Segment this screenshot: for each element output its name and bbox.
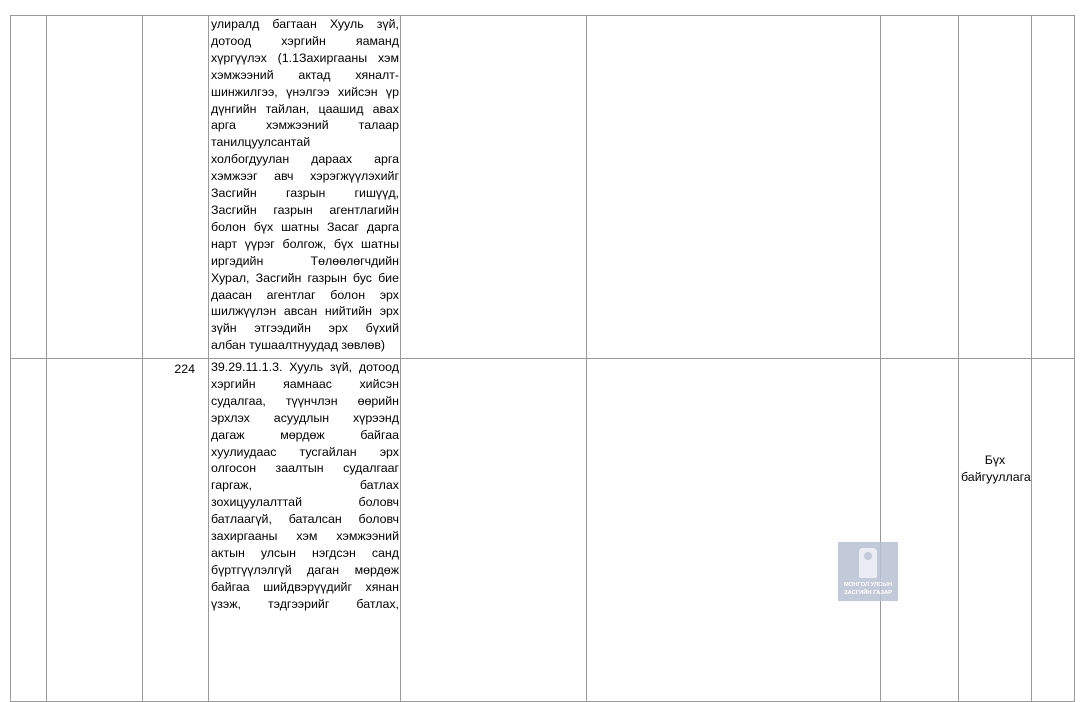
soyombo-emblem-icon (859, 548, 877, 578)
text-line: судалгаа, түүнчлэн өөрийн (211, 393, 399, 408)
measure-text-cell (209, 359, 401, 702)
responsible-cell: Бүх байгууллага (959, 359, 1032, 702)
text-line: үзэж, тэдгээрийг батлах, (211, 596, 399, 611)
col-1-cell (11, 16, 47, 359)
text-line: хэмжээний актад хяналт- (211, 67, 399, 82)
text-line: нарт үүрэг болгож, бүх шатны (211, 236, 399, 251)
text-line: иргэдийн Төлөөлөгчдийн (211, 253, 399, 268)
col-2-cell (47, 16, 143, 359)
col-9-cell (1032, 359, 1075, 702)
text-line: болон бүх шатны Засаг дарга (211, 219, 399, 234)
responsible-cell (959, 16, 1032, 359)
text-line: Засгийн газрын гишүүд, (211, 186, 399, 201)
text-line: захиргааны хэм хэмжээний (211, 529, 399, 544)
col-6-cell (587, 359, 881, 702)
text-line: батлаагүй, баталсан боловч (211, 512, 399, 527)
text-line: 39.29.11.1.3. Хууль зүй, дотоод (211, 360, 399, 374)
text-line: актын улсын нэгдсэн санд (211, 545, 399, 560)
col-5-cell (401, 359, 587, 702)
government-watermark-logo (838, 542, 898, 601)
col-7-cell (881, 359, 959, 702)
text-line: бүртгүүлэлгүй даган мөрдөж (211, 562, 399, 577)
text-line: шинжилгээ, үнэлгээ хийсэн үр (211, 84, 399, 99)
text-line: олгосон заалтын судалгааг (211, 461, 399, 476)
table-row (11, 359, 1075, 702)
text-line: холбогдуулан дараах арга (211, 152, 399, 167)
document-table (10, 15, 1075, 702)
measure-text-cell (209, 16, 401, 359)
text-line: Засгийн газрын агентлагийн (211, 202, 399, 217)
text-line: хуулиудаас тусгайлан эрх (211, 444, 399, 459)
text-line: даасан агентлаг болон эрх (211, 287, 399, 302)
text-line: танилцуулсантай (211, 135, 311, 150)
text-line: албан тушаалтнуудад зөвлөв) (211, 338, 386, 353)
col-5-cell (401, 16, 587, 359)
col-7-cell (881, 16, 959, 359)
text-line: хэргийн яамнаас хийсэн (211, 376, 399, 391)
table-row (11, 16, 1075, 359)
text-line: шилжүүлэн авсан нийтийн эрх (211, 304, 399, 319)
text-line: улиралд багтаан Хууль зүй, (211, 17, 399, 31)
text-line: хэмжээг авч хэрэгжүүлэхийг (211, 169, 399, 184)
col-6-cell (587, 16, 881, 359)
row-number (143, 16, 209, 359)
watermark-line-2: ЗАСГИЙН ГАЗАР (843, 590, 893, 596)
text-line: дагаж мөрдөж байгаа (211, 427, 399, 442)
text-line: зохицуулалттай боловч (211, 495, 399, 510)
text-line: эрхлэх асуудлын хүрээнд (211, 410, 399, 425)
row-number: 224 (143, 359, 209, 702)
text-line: Хурал, Засгийн газрын бус бие (211, 270, 399, 285)
text-line: хүргүүлэх (1.1Захиргааны хэм (211, 50, 399, 65)
text-line: зүйн этгээдийн эрх бүхий (211, 321, 399, 336)
text-line: дүнгийн тайлан, цаашид авах (211, 101, 399, 116)
text-line: дотоод хэргийн яаманд (211, 33, 399, 48)
watermark-line-1: МОНГОЛ УЛСЫН (843, 582, 893, 588)
text-line: гаргаж, батлах (211, 478, 399, 493)
col-9-cell (1032, 16, 1075, 359)
text-line: арга хэмжээний талаар (211, 118, 399, 133)
col-1-cell (11, 359, 47, 702)
col-2-cell (47, 359, 143, 702)
text-line: байгаа шийдвэрүүдийг хянан (211, 579, 399, 594)
